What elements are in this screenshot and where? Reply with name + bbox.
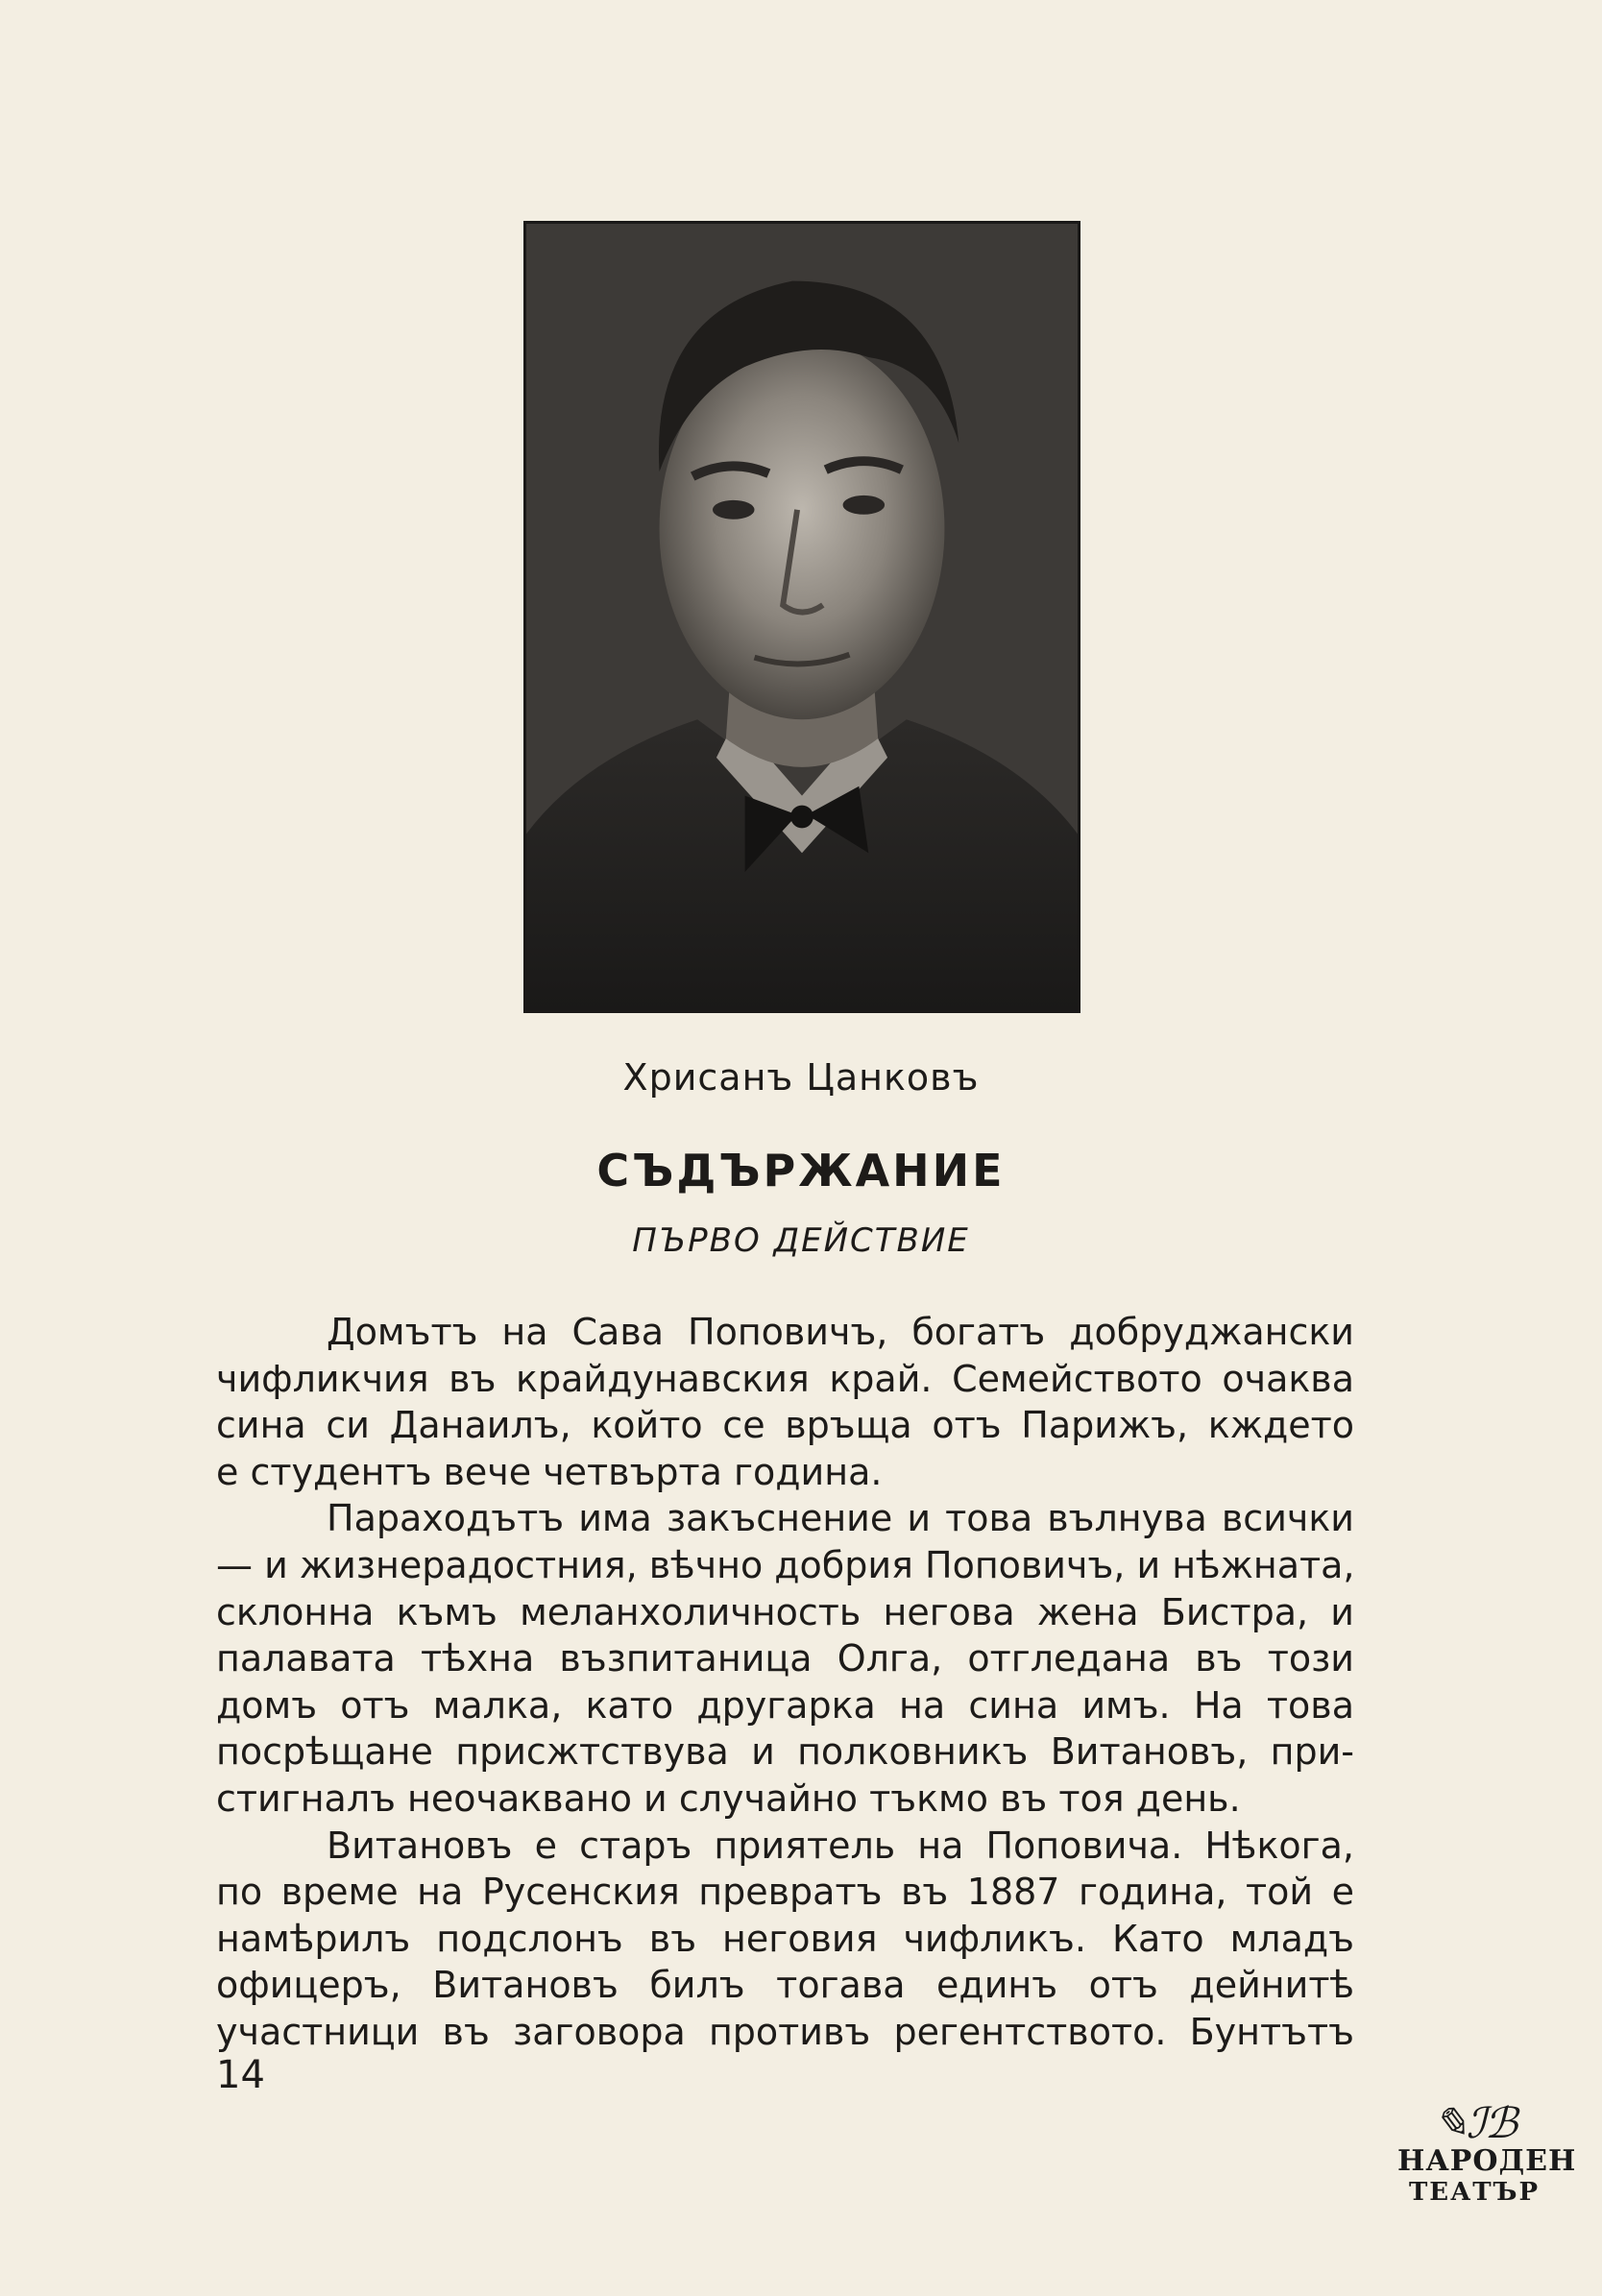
synopsis-text: [216, 1309, 1354, 2056]
act-subheading: ПЪРВО ДЕЙСТВИЕ: [632, 1221, 970, 1260]
contents-heading: СЪДЪРЖАНИЕ: [596, 1145, 1006, 1196]
text-line: участници въ заговора противъ регентството. Бунтътъ: [216, 2010, 1354, 2053]
text-line: е студентъ вече четвърта година.: [216, 1450, 883, 1493]
text-line: сина си Данаилъ, който се връща отъ Парижъ, кждето: [216, 1404, 1354, 1447]
text-line: Параходътъ има закъснение и това вълнува всички: [327, 1497, 1354, 1540]
stamp-line-1: НАРОДЕН: [1397, 2144, 1577, 2178]
text-line: чифликчия въ крайдунавския край. Семейството очаква: [216, 1357, 1354, 1400]
stamp-line-2: ТЕАТЪР: [1408, 2178, 1541, 2207]
library-stamp-logo: [1397, 2099, 1577, 2247]
text-line: — и жизнерадостния, вѣчно добрия Поповичъ, и нѣжната,: [216, 1543, 1354, 1586]
text-line: по време на Русенския превратъ въ 1887 година, той е: [216, 1871, 1354, 1914]
page-number: 14: [216, 2053, 265, 2097]
text-line: палавата тѣхна възпитаница Олга, отгледана въ този: [216, 1637, 1354, 1680]
text-line: склонна къмъ меланхоличность негова жена Бистра, и: [216, 1590, 1354, 1633]
text-line: намѣрилъ подслонъ въ неговия чифликъ. Като младъ: [216, 1917, 1354, 1960]
text-line: Домътъ на Сава Поповичъ, богатъ добруджански: [327, 1311, 1354, 1353]
text-line: стигналъ неочаквано и случайно тъкмо въ тоя день.: [216, 1776, 1241, 1820]
author-portrait-photo: [523, 221, 1080, 1013]
portrait-image: [526, 224, 1078, 1010]
text-line: Витановъ е старъ приятель на Поповича. Нѣкога,: [327, 1824, 1354, 1867]
text-line: офицеръ, Витановъ билъ тогава единъ отъ дейнитѣ: [216, 1964, 1354, 2007]
text-line: посрѣщане присжтствува и полковникъ Витановъ, при-: [216, 1730, 1354, 1774]
text-line: домъ отъ малка, като другарка на сина имъ. На това: [216, 1683, 1354, 1727]
stamp-signature: ✎ℐℬ: [1432, 2099, 1517, 2148]
portrait-caption: Хрисанъ Цанковъ: [622, 1056, 980, 1099]
